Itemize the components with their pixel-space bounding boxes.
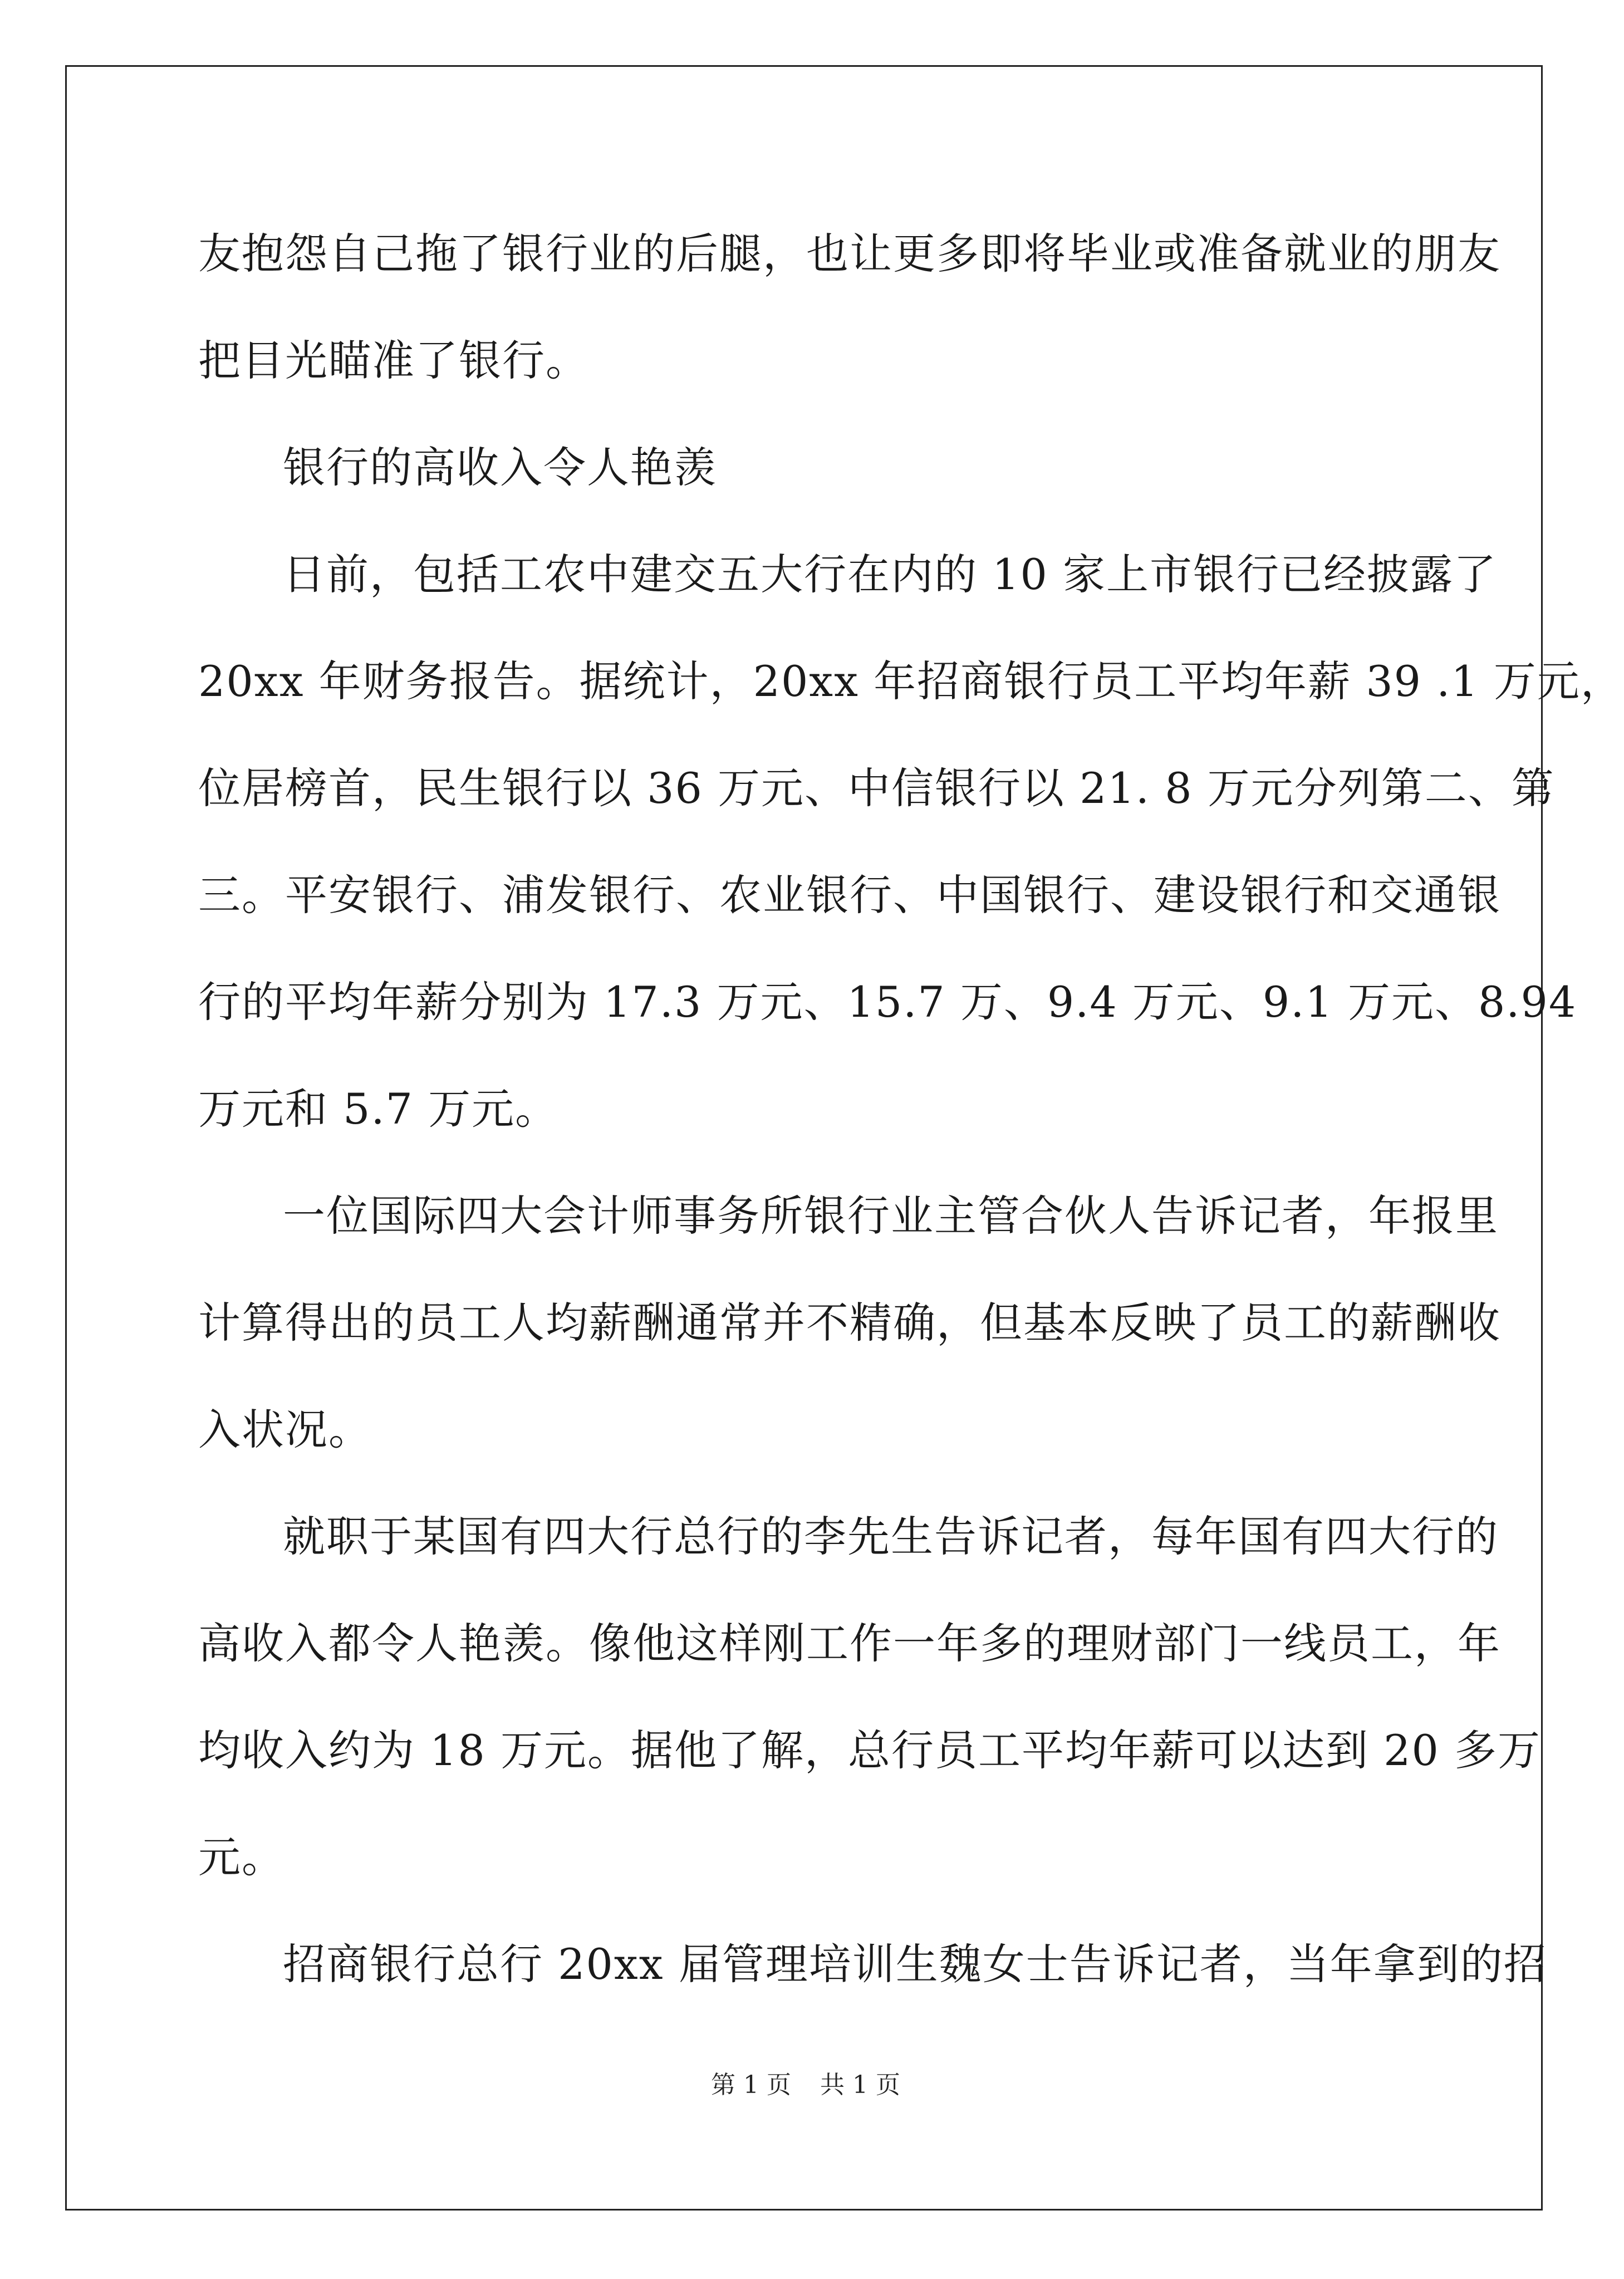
- page-number: 第 1 页: [711, 2071, 791, 2099]
- text-line: 计算得出的员工人均薪酬通常并不精确，但基本反映了员工的薪酬收: [198, 1298, 1501, 1347]
- text-line: 高收入都令人艳羡。像他这样刚工作一年多的理财部门一线员工，年: [198, 1619, 1501, 1668]
- article-body: [198, 200, 1624, 2018]
- text-line: 元。: [198, 1832, 285, 1882]
- text-line: 三。平安银行、浦发银行、农业银行、中国银行、建设银行和交通银: [198, 870, 1501, 920]
- text-line: 均收入约为 18 万元。据他了解，总行员工平均年薪可以达到 20 多万: [198, 1726, 1542, 1775]
- text-line: 把目光瞄准了银行。: [198, 336, 589, 385]
- text-line: 一位国际四大会计师事务所银行业主管合伙人告诉记者，年报里: [283, 1191, 1499, 1241]
- text-line: 万元和 5.7 万元。: [198, 1084, 559, 1134]
- page-total: 共 1 页: [820, 2071, 900, 2099]
- text-line: 招商银行总行 20xx 届管理培训生魏女士告诉记者，当年拿到的招: [283, 1939, 1547, 1989]
- page-footer: [0, 2069, 1611, 2102]
- text-line: 日前，包括工农中建交五大行在内的 10 家上市银行已经披露了: [283, 550, 1498, 599]
- text-line: 就职于某国有四大行总行的李先生告诉记者，每年国有四大行的: [283, 1512, 1499, 1561]
- text-line: 位居榜首，民生银行以 36 万元、中信银行以 21. 8 万元分列第二、第: [198, 763, 1555, 813]
- text-line: 友抱怨自己拖了银行业的后腿，也让更多即将毕业或准备就业的朋友: [198, 229, 1501, 278]
- text-line: 入状况。: [198, 1405, 372, 1454]
- text-line: 20xx 年财务报告。据统计，20xx 年招商银行员工平均年薪 39 .1 万元，: [198, 656, 1624, 706]
- section-heading: 银行的高收入令人艳羡: [283, 443, 717, 492]
- text-line: 行的平均年薪分别为 17.3 万元、15.7 万、9.4 万元、9.1 万元、8.94: [198, 977, 1577, 1027]
